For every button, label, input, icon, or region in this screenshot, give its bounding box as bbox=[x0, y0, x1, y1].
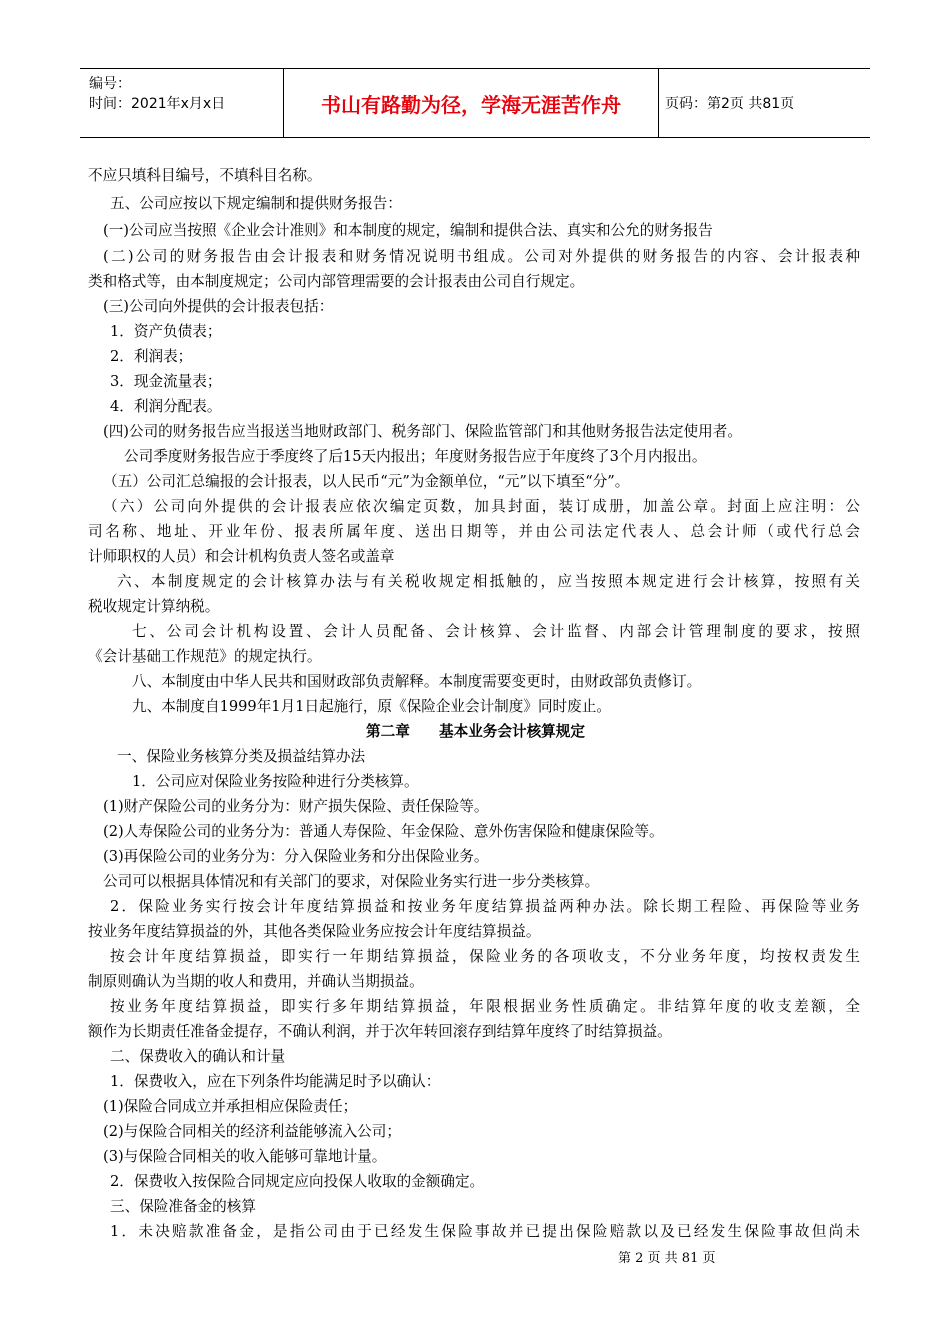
body-line: 五、公司应按以下规定编制和提供财务报告： bbox=[110, 195, 402, 212]
body-line: 九、本制度自1999年1月1日起施行，原《保险企业会计制度》同时废止。 bbox=[132, 698, 611, 715]
body-line: 不应只填科目编号，不填科目名称。 bbox=[88, 167, 322, 184]
section-heading: 一、保险业务核算分类及损益结算办法 bbox=[117, 748, 366, 765]
page-header bbox=[80, 68, 870, 138]
body-line: 公司可以根据具体情况和有关部门的要求，对保险业务实行进一步分类核算。 bbox=[103, 873, 600, 890]
body-line: 税收规定计算纳税。 bbox=[88, 598, 220, 615]
header-meta-cell bbox=[80, 69, 284, 137]
body-line: (四)公司的财务报告应当报送当地财政部门、税务部门、保险监管部门和其他财务报告法定使用者。 bbox=[103, 423, 742, 440]
header-motto: 书山有路勤为径，学海无涯苦作舟 bbox=[284, 69, 659, 137]
list-item: 4．利润分配表。 bbox=[110, 398, 222, 415]
body-line: 按业务年度结算损益的外，其他各类保险业务应按会计年度结算损益。 bbox=[88, 923, 541, 940]
list-item: (3)再保险公司的业务分为：分入保险业务和分出保险业务。 bbox=[103, 848, 489, 865]
header-page-number: 页码：第2页 共81页 bbox=[665, 96, 795, 112]
document-date-label: 时间：2021年x月x日 bbox=[89, 96, 226, 112]
body-line: （五）公司汇总编报的会计报表，以人民币“元”为金额单位，“元”以下填至“分”。 bbox=[103, 473, 630, 490]
list-item: (2)与保险合同相关的经济利益能够流入公司； bbox=[103, 1123, 401, 1140]
body-line: 1．未决赔款准备金，是指公司由于已经发生保险事故并已提出保险赔款以及已经发生保险事故但尚未 bbox=[110, 1223, 860, 1240]
list-item: 3．现金流量表； bbox=[110, 373, 222, 390]
body-line: (二)公司的财务报告由会计报表和财务情况说明书组成。公司对外提供的财务报告的内容、会计报表种 bbox=[103, 248, 860, 265]
body-line: 额作为长期责任准备金提存，不确认利润，并于次年转回滚存到结算年度终了时结算损益。 bbox=[88, 1023, 672, 1040]
document-number-label: 编号： bbox=[89, 76, 131, 92]
section-heading: 三、保险准备金的核算 bbox=[110, 1198, 256, 1215]
body-line: 计师职权的人员）和会计机构负责人签名或盖章 bbox=[88, 548, 395, 565]
body-line: 2．保险业务实行按会计年度结算损益和按业务年度结算损益两种办法。除长期工程险、再保险等业务 bbox=[110, 898, 860, 915]
body-line: 2．保费收入按保险合同规定应向投保人收取的金额确定。 bbox=[110, 1173, 485, 1190]
list-item: 2．利润表； bbox=[110, 348, 193, 365]
body-line: 类和格式等，由本制度规定；公司内部管理需要的会计报表由公司自行规定。 bbox=[88, 273, 585, 290]
body-line: 制原则确认为当期的收人和费用，并确认当期损益。 bbox=[88, 973, 424, 990]
body-line: 七、公司会计机构设置、会计人员配备、会计核算、会计监督、内部会计管理制度的要求，按照 bbox=[132, 623, 860, 640]
list-item: (1)财产保险公司的业务分为：财产损失保险、责任保险等。 bbox=[103, 798, 489, 815]
body-line: 《会计基础工作规范》的规定执行。 bbox=[88, 648, 322, 665]
body-line: 1．公司应对保险业务按险种进行分类核算。 bbox=[132, 773, 419, 790]
body-line: (三)公司向外提供的会计报表包括： bbox=[103, 298, 334, 315]
list-item: (3)与保险合同相关的收入能够可靠地计量。 bbox=[103, 1148, 387, 1165]
list-item: (1)保险合同成立并承担相应保险责任； bbox=[103, 1098, 358, 1115]
body-line: 1．保费收入，应在下列条件均能满足时予以确认： bbox=[110, 1073, 441, 1090]
chapter-heading: 第二章 基本业务会计核算规定 bbox=[366, 723, 585, 740]
body-line: 按会计年度结算损益，即实行一年期结算损益，保险业务的各项收支，不分业务年度，均按权责发生 bbox=[110, 948, 860, 965]
section-heading: 二、保费收入的确认和计量 bbox=[110, 1048, 286, 1065]
page-footer: 第 2 页 共 81 页 bbox=[618, 1251, 716, 1266]
body-line: 八、本制度由中华人民共和国财政部负责解释。本制度需要变更时，由财政部负责修订。 bbox=[132, 673, 702, 690]
header-page-cell bbox=[660, 69, 870, 137]
body-line: （六）公司向外提供的会计报表应依次编定页数，加具封面，装订成册，加盖公章。封面上应注明：公 bbox=[103, 498, 860, 515]
body-line: 六、本制度规定的会计核算办法与有关税收规定相抵触的，应当按照本规定进行会计核算，按照有关 bbox=[117, 573, 860, 590]
body-line: 按业务年度结算损益，即实行多年期结算损益，年限根据业务性质确定。非结算年度的收支差额，全 bbox=[110, 998, 860, 1015]
body-line: (一)公司应当按照《企业会计准则》和本制度的规定，编制和提供合法、真实和公允的财务报告 bbox=[103, 222, 713, 239]
list-item: (2)人寿保险公司的业务分为：普通人寿保险、年金保险、意外伤害保险和健康保险等。 bbox=[103, 823, 664, 840]
list-item: 1．资产负债表； bbox=[110, 323, 222, 340]
body-line: 司名称、地址、开业年份、报表所属年度、送出日期等，并由公司法定代表人、总会计师（或代行总会 bbox=[88, 523, 860, 540]
body-line: 公司季度财务报告应于季度终了后15天内报出；年度财务报告应于年度终了3个月内报出。 bbox=[124, 448, 707, 465]
